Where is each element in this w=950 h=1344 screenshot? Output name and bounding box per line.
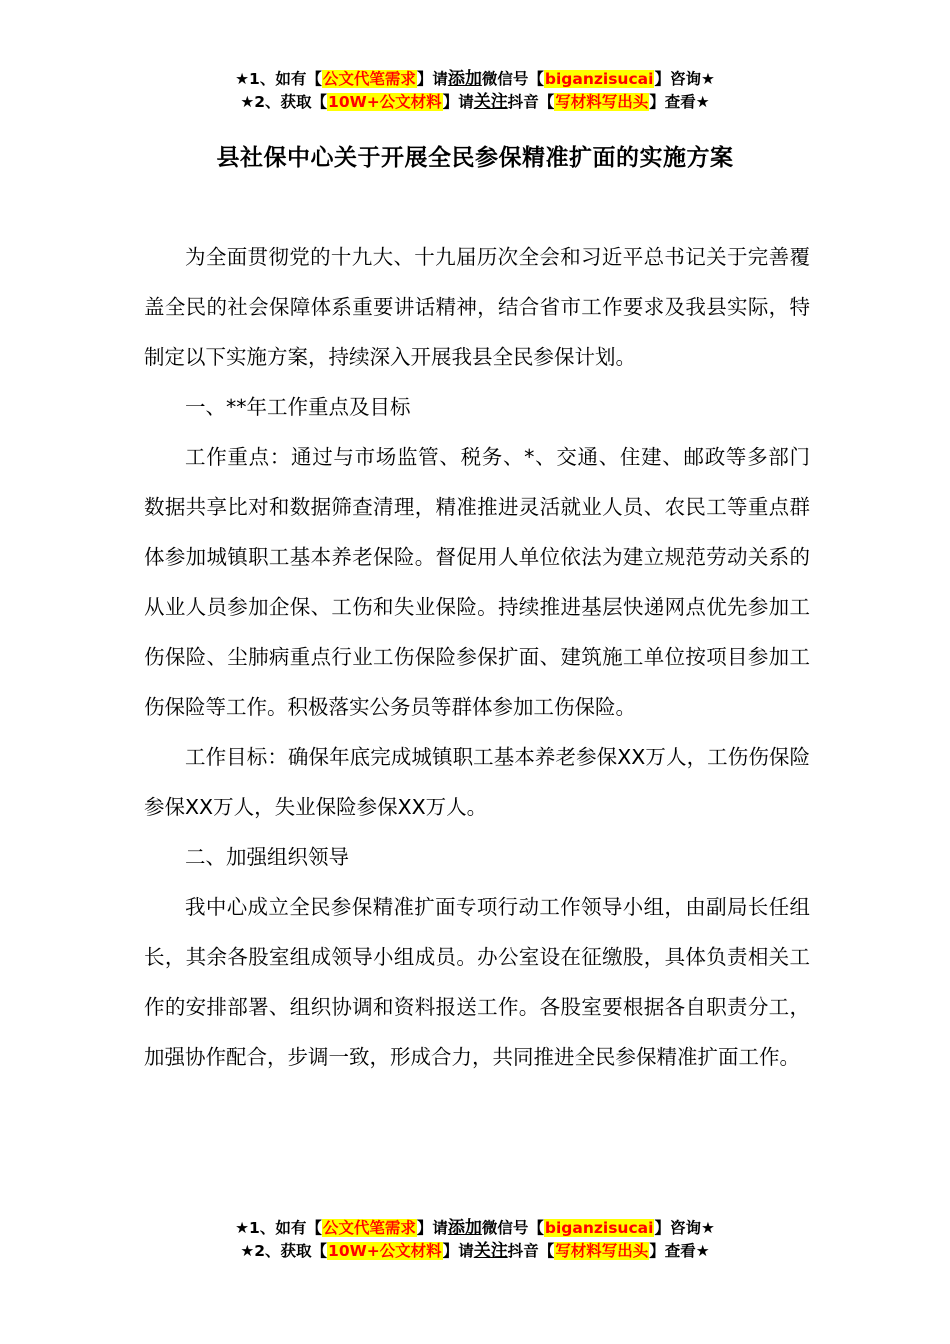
highlight-service: 公文代笔需求 [322, 70, 416, 88]
highlight-materials: 10W+公文材料 [328, 93, 442, 111]
underline-follow: 关注 [473, 1241, 508, 1261]
paragraph-work-target: 工作目标：确保年底完成城镇职工基本养老参保XX万人，工伤伤保险参保XX万人，失业保险参保XX万人。 [144, 745, 810, 819]
document-body [144, 232, 810, 1082]
highlight-wechat-id: biganzisucai [544, 70, 654, 88]
highlight-wechat-id: biganzisucai [544, 1219, 654, 1237]
underline-add: 添加 [447, 69, 482, 89]
section-heading-1: 一、**年工作重点及目标 [185, 395, 411, 419]
highlight-materials: 10W+公文材料 [328, 1242, 442, 1260]
underline-follow: 关注 [473, 92, 508, 112]
underline-add: 添加 [447, 1218, 482, 1238]
footer-banner [0, 1217, 950, 1263]
paragraph-intro: 为全面贯彻党的十九大、十九届历次全会和习近平总书记关于完善覆盖全民的社会保障体系重要讲话精神，结合省市工作要求及我县实际，特制定以下实施方案，持续深入开展我县全民参保计划。 [144, 245, 810, 369]
highlight-douyin: 写材料写出头 [555, 1242, 649, 1260]
paragraph-work-focus: 工作重点：通过与市场监管、税务、*、交通、住建、邮政等多部门数据共享比对和数据筛查清理，精准推进灵活就业人员、农民工等重点群体参加城镇职工基本养老保险。督促用人单位依法为建立规范劳动关系的从业人员参加企保、工伤和失业保险。持续推进基层快递网点优先参加工伤保险、尘肺病重点行业工伤保险参保扩面、建筑施工单位按项目参加工伤保险等工作。积极落实公务员等群体参加工伤保险。 [144, 445, 810, 719]
banner-line-1: ★1、如有【公文代笔需求】请添加微信号【biganzisucai】咨询★ [235, 69, 715, 89]
highlight-douyin: 写材料写出头 [555, 93, 649, 111]
banner-line-1: ★1、如有【公文代笔需求】请添加微信号【biganzisucai】咨询★ [235, 1218, 715, 1238]
paragraph-organization: 我中心成立全民参保精准扩面专项行动工作领导小组，由副局长任组长，其余各股室组成领导小组成员。办公室设在征缴股，具体负责相关工作的安排部署、组织协调和资料报送工作。各股室要根据各自职责分工，加强协作配合，步调一致，形成合力，共同推进全民参保精准扩面工作。 [144, 895, 810, 1069]
section-heading-2: 二、加强组织领导 [185, 845, 349, 869]
banner-line-2: ★2、获取【10W+公文材料】请关注抖音【写材料写出头】查看★ [240, 1241, 710, 1261]
highlight-service: 公文代笔需求 [322, 1219, 416, 1237]
header-banner [0, 68, 950, 114]
banner-line-2: ★2、获取【10W+公文材料】请关注抖音【写材料写出头】查看★ [240, 92, 710, 112]
document-title: 县社保中心关于开展全民参保精准扩面的实施方案 [216, 145, 734, 171]
